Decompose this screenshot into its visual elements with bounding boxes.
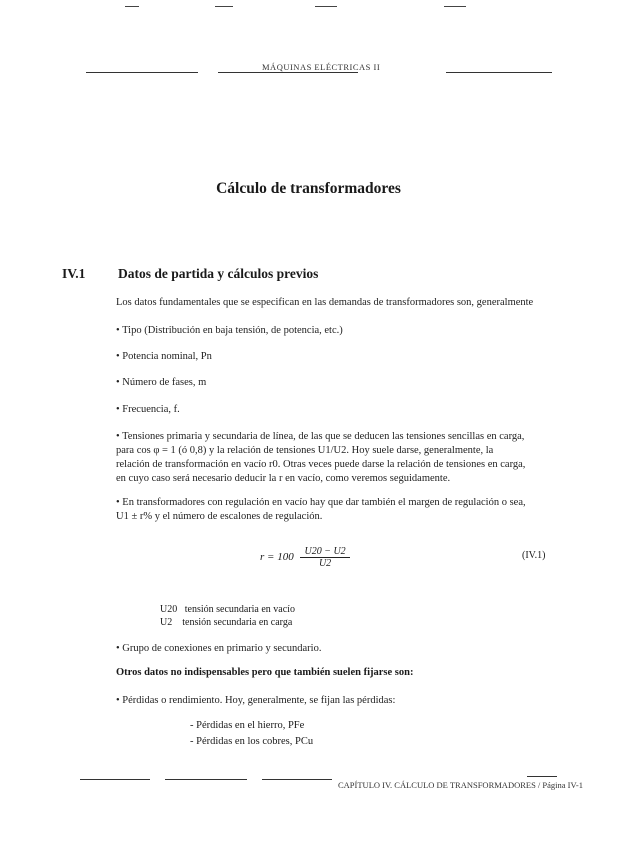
intro-paragraph: Los datos fundamentales que se especifican en las demandas de transformadores son, generalmente	[116, 297, 534, 308]
subitem-perdidas-cobre: - Pérdidas en los cobres, PCu	[190, 736, 314, 747]
bullet-tipo: • Tipo (Distribución en baja tensión, de potencia, etc.)	[116, 325, 343, 336]
header-rule-left	[86, 72, 198, 73]
bullet-tensiones-line3: relación de transformación en vacío r0. Otras veces puede darse la relación de tensiones en carga,	[116, 459, 526, 470]
legend-line-1: U20 tensión secundaria en vacío	[160, 604, 295, 615]
page-title: Cálculo de transformadores	[216, 180, 401, 197]
formula-fraction	[300, 546, 349, 569]
bullet-grupo: • Grupo de conexiones en primario y secundario.	[116, 643, 322, 654]
formula-lhs: r = 100	[260, 551, 294, 564]
other-data-heading: Otros datos no indispensables pero que también suelen fijarse son:	[116, 667, 414, 678]
section-title: Datos de partida y cálculos previos	[118, 266, 319, 281]
bullet-tensiones-line4: en cuyo caso será necesario deducir la r en vacío, como veremos seguidamente.	[116, 473, 451, 484]
equation-number: (IV.1)	[522, 550, 546, 561]
subitem-perdidas-hierro: - Pérdidas en el hierro, PFe	[190, 720, 305, 731]
bullet-regulacion-line2: U1 ± r% y el número de escalones de regulación.	[116, 511, 323, 522]
footer-text: CAPÍTULO IV. CÁLCULO DE TRANSFORMADORES / Página IV-1	[338, 780, 583, 790]
bullet-tensiones-line2: para cos φ = 1 (ó 0,8) y la relación de tensiones U1/U2. Hoy suele darse, generalmente, la	[116, 445, 494, 456]
header-rule-mid	[218, 72, 358, 73]
bullet-frecuencia: • Frecuencia, f.	[116, 404, 180, 415]
legend-line-2: U2 tensión secundaria en carga	[160, 617, 293, 628]
formula-iv1	[260, 546, 350, 569]
header-rule-right	[446, 72, 552, 73]
bullet-tensiones-line1: • Tensiones primaria y secundaria de línea, de las que se deducen las tensiones sencillas en carga,	[116, 431, 525, 442]
footer-rule-1	[80, 779, 150, 780]
formula-denominator: U2	[318, 558, 332, 569]
bullet-perdidas: • Pérdidas o rendimiento. Hoy, generalmente, se fijan las pérdidas:	[116, 695, 396, 706]
formula-numerator: U20 − U2	[300, 546, 349, 558]
footer-rule-4	[527, 776, 557, 777]
footer-rule-3	[262, 779, 332, 780]
header-title: MÁQUINAS ELÉCTRICAS II	[262, 62, 381, 72]
bullet-potencia: • Potencia nominal, Pn	[116, 351, 212, 362]
bullet-regulacion-line1: • En transformadores con regulación en vacío hay que dar también el margen de regulación o sea,	[116, 497, 526, 508]
section-number: IV.1	[62, 266, 86, 281]
bullet-fases: • Número de fases, m	[116, 377, 207, 388]
footer-rule-2	[165, 779, 247, 780]
